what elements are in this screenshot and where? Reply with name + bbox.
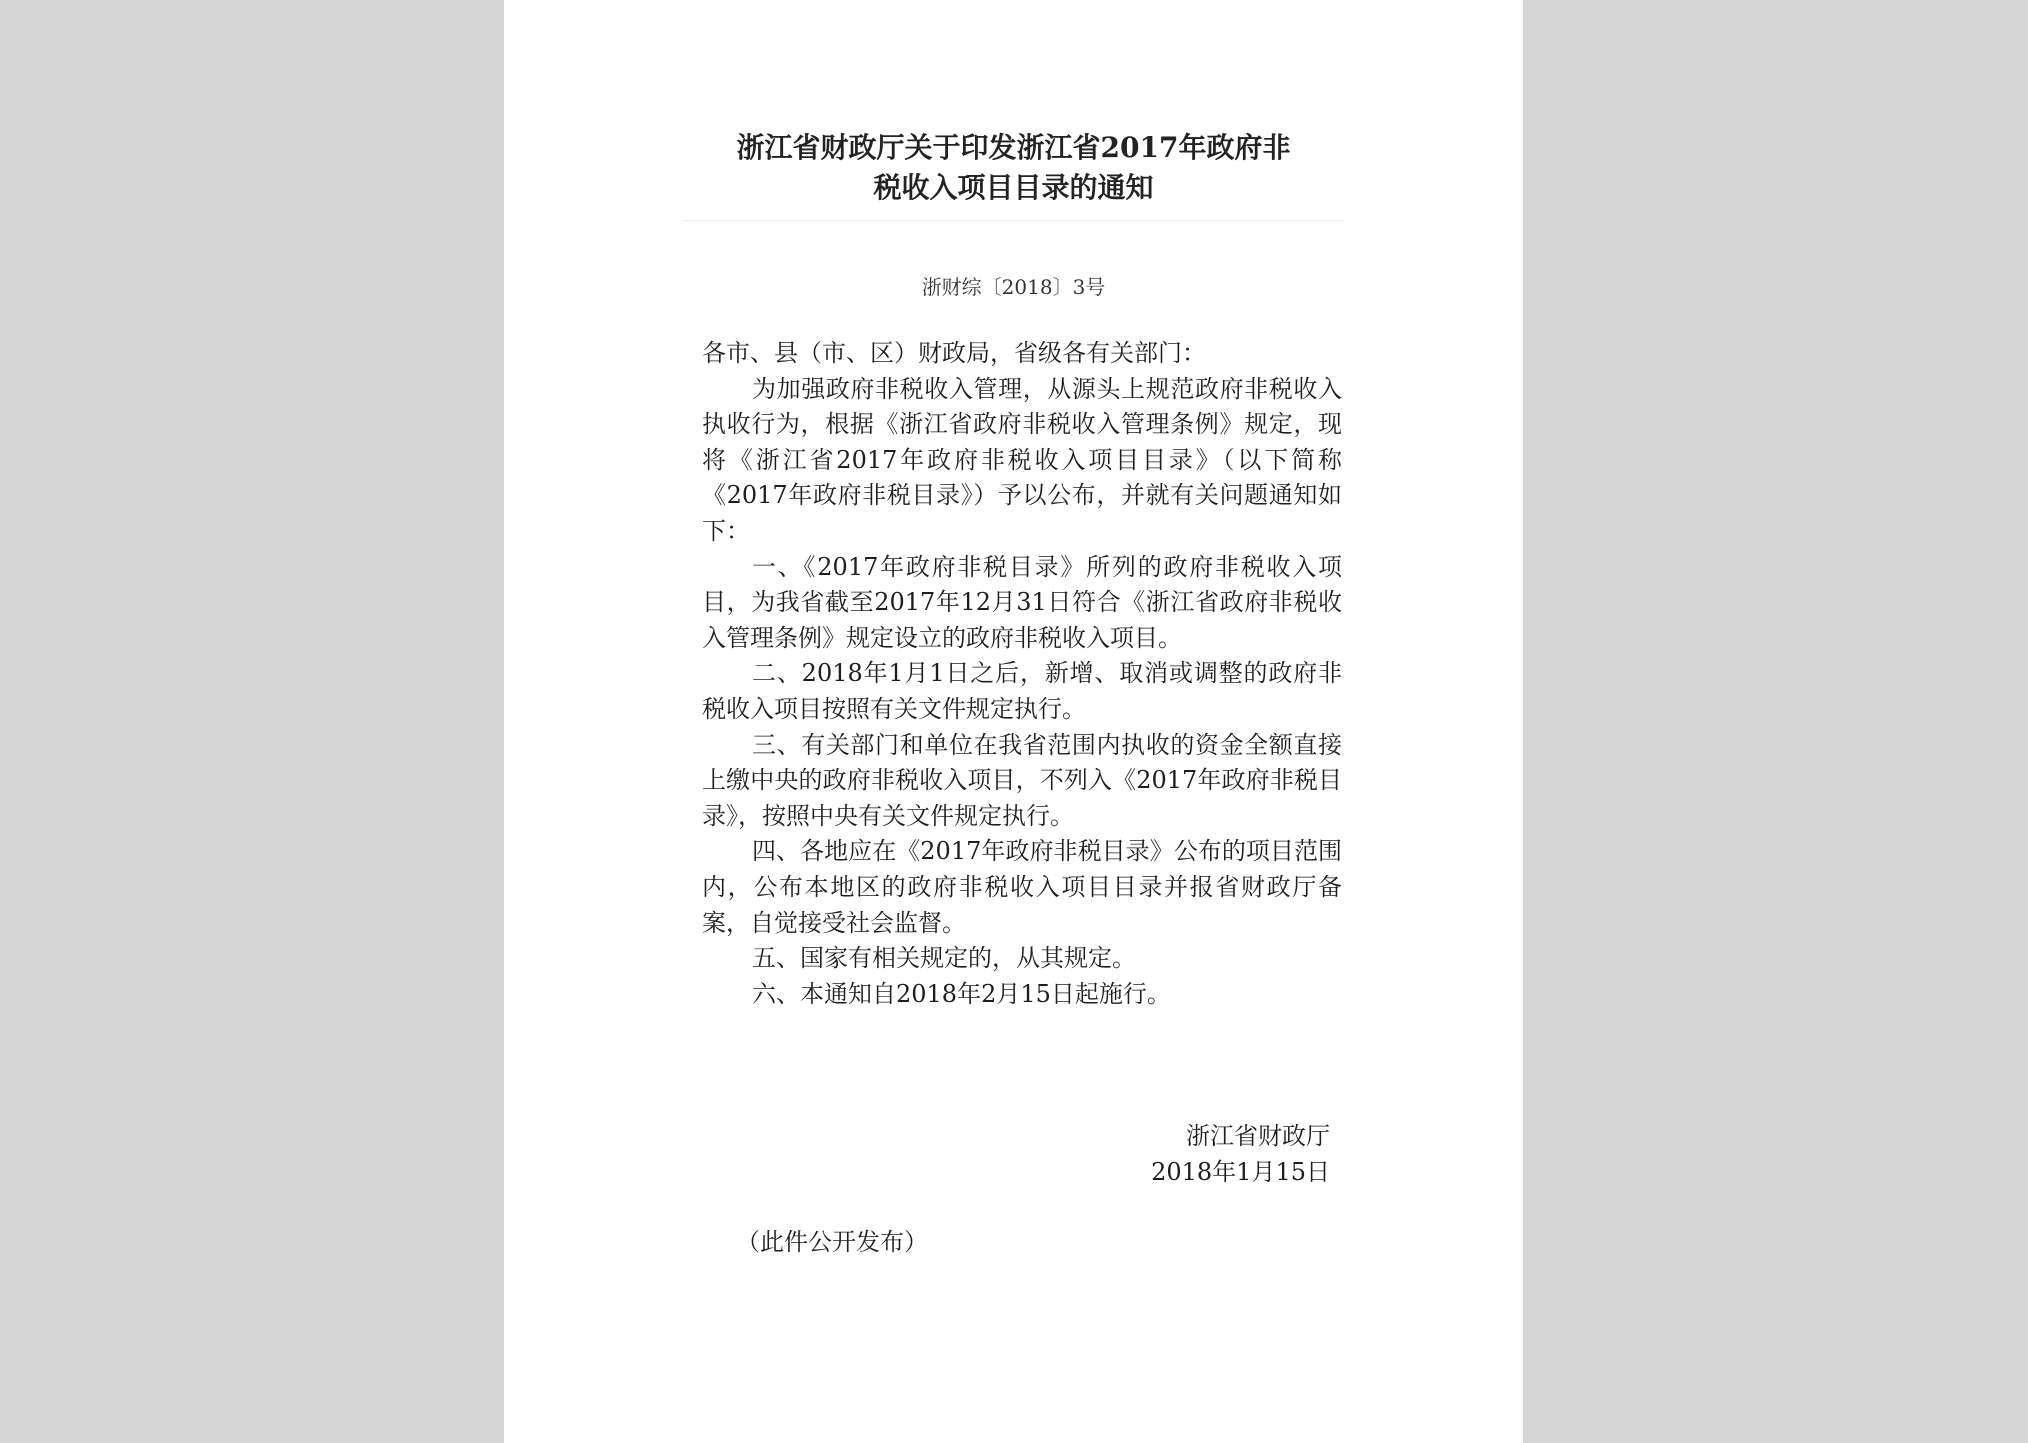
document-number: 浙财综〔2018〕3号 [921,275,1106,299]
paragraph-item-5: 五、国家有相关规定的，从其规定。 [752,944,1136,973]
document-body [702,336,1342,1012]
paragraph-item-1: 一、《2017年政府非税目录》所列的政府非税收入项目，为我省截至2017年12月31日符合《浙江省政府非税收入管理条例》规定设立的政府非税收入项目。 [702,552,1342,652]
title-divider [684,220,1344,221]
public-release-note: （此件公开发布） [736,1228,928,1256]
issue-date: 2018年1月15日 [1151,1158,1330,1186]
document-title-line-2: 税收入项目目录的通知 [873,171,1154,204]
paragraph-item-4: 四、各地应在《2017年政府非税目录》公布的项目范围内，公布本地区的政府非税收入项目目录并报省财政厅备案，自觉接受社会监督。 [702,837,1342,937]
paragraph-item-2: 二、2018年1月1日之后，新增、取消或调整的政府非税收入项目按照有关文件规定执行。 [702,659,1342,723]
paragraph-item-3: 三、有关部门和单位在我省范围内执收的资金全额直接上缴中央的政府非税收入项目，不列入《2017年政府非税目录》，按照中央有关文件规定执行。 [702,730,1342,830]
paragraph-intro: 为加强政府非税收入管理，从源头上规范政府非税收入执收行为，根据《浙江省政府非税收入管理条例》规定，现将《浙江省2017年政府非税收入项目目录》（以下简称《2017年政府非税目录》）予以公布，并就有关问题通知如下： [702,374,1342,545]
salutation: 各市、县（市、区）财政局，省级各有关部门： [702,339,1206,367]
document-title-line-1: 浙江省财政厅关于印发浙江省2017年政府非 [736,131,1291,164]
paragraph-item-6: 六、本通知自2018年2月15日起施行。 [752,979,1171,1008]
document-page [504,0,1523,1443]
issuer-name: 浙江省财政厅 [1186,1122,1330,1150]
